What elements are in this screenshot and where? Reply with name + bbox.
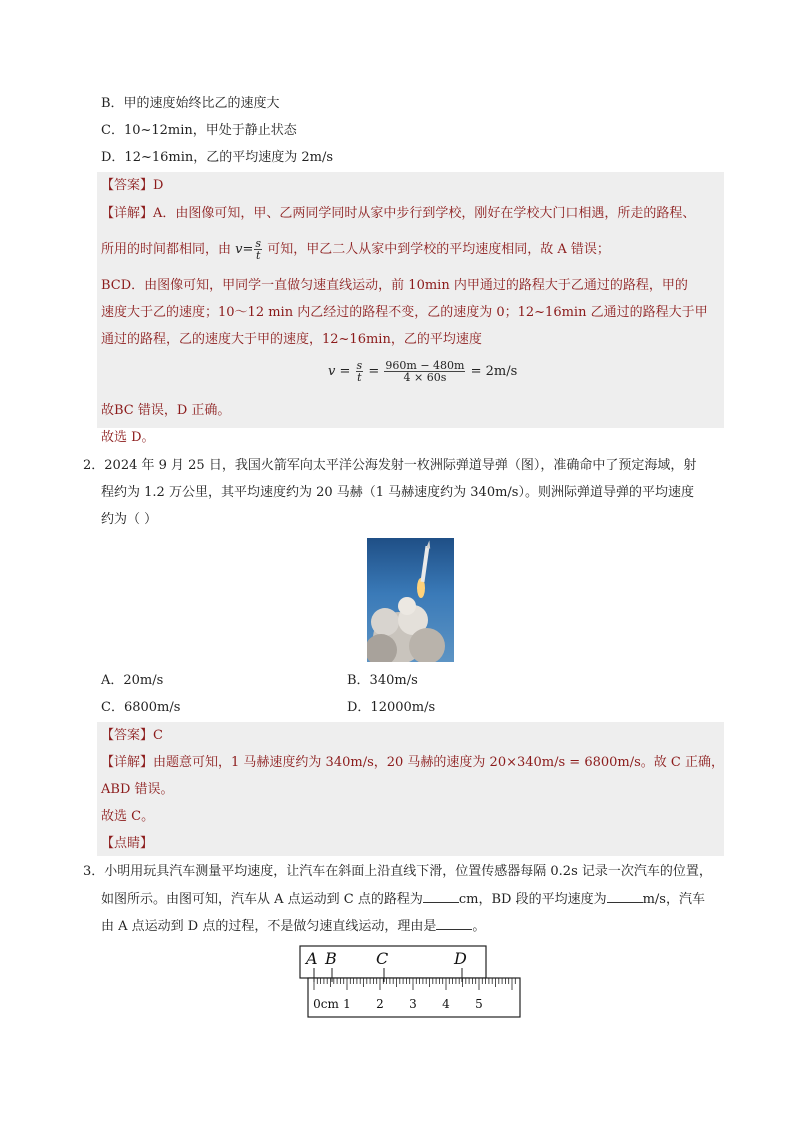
q2-option-d: D．12000m/s: [347, 700, 436, 715]
q1-detail-line5: 通过的路程，乙的速度大于甲的速度，12~16min，乙的平均速度: [101, 332, 482, 347]
scale-1: 1: [343, 997, 351, 1011]
scale-2: 2: [376, 997, 384, 1011]
q1-detail-line6: 故BC 错误，D 正确。: [101, 403, 231, 418]
q2-detail-line2: ABD 错误。: [101, 782, 174, 797]
q2-stem-line1: 2．2024 年 9 月 25 日，我国火箭军向太平洋公海发射一枚洲际弹道导弹（图），准确命中了预定海域，射: [83, 458, 697, 473]
point-a-label: A: [306, 949, 318, 968]
blank-bd-speed[interactable]: [607, 890, 643, 903]
speed-fraction: $\frac{s}{t}$: [255, 237, 262, 262]
blank-reason[interactable]: [436, 917, 472, 930]
q1-formula: v = $\frac{s}{t}$ = $\frac{960m - 480m}{4 \times 60s}$ = 2m/s: [328, 359, 518, 384]
q2-option-b: B．340m/s: [347, 673, 418, 688]
q3-stem-line2: 如图所示。由图可知，汽车从 A 点运动到 C 点的路程为 cm，BD 段的平均速度为 m/s，汽车: [101, 892, 705, 907]
q1-detail-line1: 【详解】A．由图像可知，甲、乙两同学同时从家中步行到学校，刚好在学校大门口相遇，所走的路程、: [101, 206, 696, 221]
missile-launch-photo: [367, 538, 454, 662]
q2-option-c: C．6800m/s: [101, 700, 181, 715]
point-b-label: B: [325, 949, 337, 968]
scale-4: 4: [442, 997, 450, 1011]
q1-answer: 【答案】D: [101, 178, 164, 193]
q2-comment: 【点睛】: [101, 836, 154, 851]
ruler-figure: [296, 942, 526, 1022]
q2-stem-line2: 程约为 1.2 万公里，其平均速度约为 20 马赫（1 马赫速度约为 340m/s）。则洲际弹道导弹的平均速度: [101, 485, 694, 500]
q1-detail-line4: 速度大于乙的速度；10～12 min 内乙经过的路程不变，乙的速度为 0；12~16min 乙通过的路程大于甲: [101, 305, 708, 320]
option-b: B．甲的速度始终比乙的速度大: [101, 96, 280, 111]
point-c-label: C: [376, 949, 389, 968]
q1-detail-line3: BCD．由图像可知，甲同学一直做匀速直线运动，前 10min 内甲通过的路程大于乙通过的路程，甲的: [101, 278, 688, 293]
q2-detail-line1: 【详解】由题意可知，1 马赫速度约为 340m/s，20 马赫的速度为 20×340m/s = 6800m/s。故 C 正确，: [101, 755, 725, 770]
blank-ac-distance[interactable]: [423, 890, 459, 903]
q2-option-a: A．20m/s: [101, 673, 164, 688]
q1-detail-line7: 故选 D。: [101, 430, 155, 445]
scale-5: 5: [475, 997, 483, 1011]
q2-solution-block: [97, 722, 724, 856]
scale-0cm: 0cm: [313, 997, 339, 1011]
option-d: D．12~16min，乙的平均速度为 2m/s: [101, 150, 334, 165]
q3-stem-line1: 3．小明用玩具汽车测量平均速度，让汽车在斜面上沿直线下滑，位置传感器每隔 0.2s 记录一次汽车的位置，: [83, 864, 712, 879]
scale-3: 3: [409, 997, 417, 1011]
q2-stem-line3: 约为（ ）: [101, 512, 158, 527]
q1-detail-line2: 所用的时间都相同，由 v= $\frac{s}{t}$ 可知，甲乙二人从家中到学校的平均速度相同，故 A 错误；: [101, 237, 610, 262]
q2-answer: 【答案】C: [101, 728, 163, 743]
option-c: C．10~12min，甲处于静止状态: [101, 123, 297, 138]
point-d-label: D: [454, 949, 467, 968]
q2-detail-line3: 故选 C。: [101, 809, 155, 824]
q3-stem-line3: 由 A 点运动到 D 点的过程，不是做匀速直线运动，理由是 。: [101, 919, 486, 934]
